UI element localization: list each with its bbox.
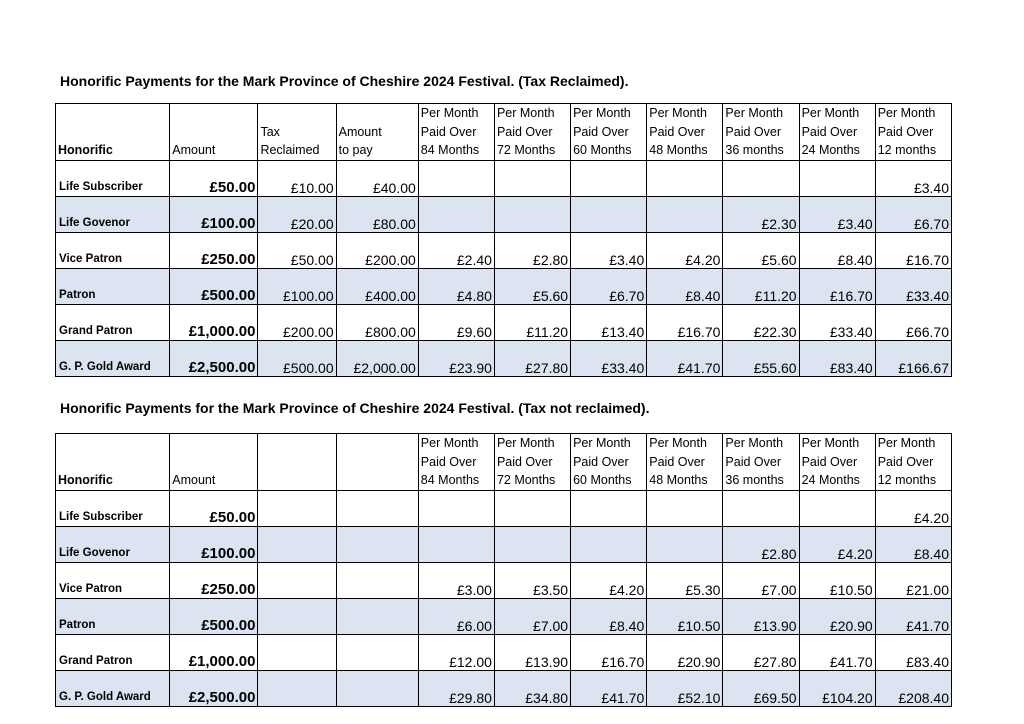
table-cell: £10.00 xyxy=(258,160,336,196)
table-cell: £16.70 xyxy=(799,268,875,304)
table-cell xyxy=(494,526,570,562)
table-cell: £11.20 xyxy=(494,304,570,340)
table-cell xyxy=(336,490,418,526)
header-line: Amount xyxy=(338,124,382,139)
table-cell xyxy=(418,526,494,562)
table-cell: £33.40 xyxy=(799,304,875,340)
table-cell: £13.40 xyxy=(571,304,647,340)
table-row xyxy=(56,490,952,526)
header-line: Per Month xyxy=(649,106,707,120)
header-line: Per Month xyxy=(801,436,860,450)
table-cell xyxy=(647,160,723,196)
table-row xyxy=(56,562,952,598)
column-header xyxy=(258,434,336,491)
header-line: Amount xyxy=(172,473,216,487)
amount-cell: £250.00 xyxy=(170,562,258,598)
amount-cell: £2,500.00 xyxy=(170,670,258,706)
table-cell: £3.40 xyxy=(799,196,875,232)
table-cell: £3.40 xyxy=(571,232,647,268)
header-line: Paid Over xyxy=(801,124,858,139)
column-header xyxy=(494,434,570,491)
header-row xyxy=(56,434,952,491)
header-line: Paid Over xyxy=(496,454,553,469)
table-cell xyxy=(494,490,570,526)
column-header xyxy=(170,434,258,491)
header-line: Amount xyxy=(172,143,216,157)
table-cell: £2.30 xyxy=(723,196,799,232)
table-cell xyxy=(723,490,799,526)
table-cell: £4.80 xyxy=(418,268,494,304)
table-cell: £16.70 xyxy=(571,634,647,670)
header-line: Per Month xyxy=(877,436,936,450)
column-header xyxy=(875,104,951,161)
table-cell: £41.70 xyxy=(875,598,951,634)
header-line: Per Month xyxy=(496,436,555,450)
header-line: Per Month xyxy=(725,436,784,450)
table-cell: £33.40 xyxy=(571,340,647,376)
table-cell: £5.30 xyxy=(647,562,723,598)
column-header xyxy=(418,434,494,491)
column-header xyxy=(799,104,875,161)
table-cell: £4.20 xyxy=(571,562,647,598)
table-cell: £200.00 xyxy=(336,232,418,268)
table-cell: £6.00 xyxy=(418,598,494,634)
table-cell: £16.70 xyxy=(875,232,951,268)
header-line: Reclaimed xyxy=(260,143,320,157)
table1-title: Honorific Payments for the Mark Province of Cheshire 2024 Festival. (Tax Reclaimed). xyxy=(60,73,629,89)
header-line: Paid Over xyxy=(420,124,477,139)
honorific-name: Life Subscriber xyxy=(56,490,170,526)
table-cell: £4.20 xyxy=(799,526,875,562)
table-cell: £50.00 xyxy=(258,232,336,268)
amount-cell: £500.00 xyxy=(170,598,258,634)
table-cell xyxy=(799,490,875,526)
table2-title: Honorific Payments for the Mark Province of Cheshire 2024 Festival. (Tax not reclaimed). xyxy=(60,400,650,416)
header-line: Tax xyxy=(260,124,280,139)
amount-cell: £2,500.00 xyxy=(170,340,258,376)
table-cell xyxy=(258,562,336,598)
table-row xyxy=(56,526,952,562)
table-cell: £9.60 xyxy=(418,304,494,340)
table-cell: £208.40 xyxy=(875,670,951,706)
table-cell: £4.20 xyxy=(647,232,723,268)
table-cell: £83.40 xyxy=(799,340,875,376)
table-cell: £83.40 xyxy=(875,634,951,670)
header-row xyxy=(56,104,952,161)
table-cell xyxy=(494,160,570,196)
honorific-name: Life Govenor xyxy=(56,196,170,232)
column-header xyxy=(723,104,799,161)
table-cell xyxy=(418,490,494,526)
table-cell: £3.00 xyxy=(418,562,494,598)
honorific-name: Grand Patron xyxy=(56,634,170,670)
header-line: 48 Months xyxy=(649,143,708,157)
table-cell xyxy=(723,160,799,196)
column-header xyxy=(494,104,570,161)
column-header xyxy=(647,104,723,161)
table-cell: £166.67 xyxy=(875,340,951,376)
amount-cell: £1,000.00 xyxy=(170,304,258,340)
amount-cell: £50.00 xyxy=(170,490,258,526)
honorific-name: Life Govenor xyxy=(56,526,170,562)
header-line: Paid Over xyxy=(496,124,553,139)
table-cell xyxy=(336,526,418,562)
table-cell xyxy=(571,490,647,526)
header-line: 36 months xyxy=(725,143,784,157)
header-line: Per Month xyxy=(801,106,860,120)
table-cell: £2.80 xyxy=(494,232,570,268)
table-row xyxy=(56,304,952,340)
table-row xyxy=(56,160,952,196)
table-cell: £2,000.00 xyxy=(336,340,418,376)
table-cell: £8.40 xyxy=(571,598,647,634)
header-line: 72 Months xyxy=(496,143,556,157)
table-cell xyxy=(647,196,723,232)
amount-cell: £100.00 xyxy=(170,196,258,232)
table-cell: £8.40 xyxy=(647,268,723,304)
header-line: Paid Over xyxy=(801,454,858,469)
table-cell: £10.50 xyxy=(799,562,875,598)
table-row xyxy=(56,196,952,232)
table-cell xyxy=(571,196,647,232)
header-line: Per Month xyxy=(420,106,479,120)
table-cell: £800.00 xyxy=(336,304,418,340)
honorific-header xyxy=(56,434,170,491)
column-header xyxy=(875,434,951,491)
table-cell: £21.00 xyxy=(875,562,951,598)
table-cell: £5.60 xyxy=(494,268,570,304)
column-header xyxy=(799,434,875,491)
amount-cell: £100.00 xyxy=(170,526,258,562)
table-cell: £20.90 xyxy=(647,634,723,670)
header-line: 60 Months xyxy=(573,143,632,157)
table-cell: £7.00 xyxy=(723,562,799,598)
table-cell xyxy=(418,196,494,232)
header-line: Per Month xyxy=(725,106,784,120)
column-header xyxy=(336,104,418,161)
table-cell: £34.80 xyxy=(494,670,570,706)
header-line: 36 months xyxy=(725,473,784,487)
column-header xyxy=(336,434,418,491)
table-cell: £10.50 xyxy=(647,598,723,634)
header-line: 24 Months xyxy=(801,473,860,487)
honorific-header xyxy=(56,104,170,161)
amount-cell: £1,000.00 xyxy=(170,634,258,670)
table-cell: £41.70 xyxy=(647,340,723,376)
table-cell xyxy=(258,670,336,706)
header-line: Per Month xyxy=(649,436,707,450)
table-cell: £41.70 xyxy=(799,634,875,670)
table-cell: £13.90 xyxy=(494,634,570,670)
header-line: Per Month xyxy=(573,106,631,120)
table-cell: £6.70 xyxy=(875,196,951,232)
tax-reclaimed-table xyxy=(55,103,952,377)
header-line: Per Month xyxy=(573,436,631,450)
honorific-name: Patron xyxy=(56,268,170,304)
column-header xyxy=(170,104,258,161)
table-cell xyxy=(258,598,336,634)
header-line: Paid Over xyxy=(649,454,705,469)
table-cell: £4.20 xyxy=(875,490,951,526)
table-cell xyxy=(494,196,570,232)
table-cell: £23.90 xyxy=(418,340,494,376)
column-header xyxy=(258,104,336,161)
table-cell: £27.80 xyxy=(723,634,799,670)
table-row xyxy=(56,232,952,268)
header-line: to pay xyxy=(338,143,373,157)
table-row xyxy=(56,598,952,634)
honorific-name: Patron xyxy=(56,598,170,634)
table-cell xyxy=(258,634,336,670)
table-cell xyxy=(336,598,418,634)
honorific-name: Life Subscriber xyxy=(56,160,170,196)
table-cell: £400.00 xyxy=(336,268,418,304)
header-line: 48 Months xyxy=(649,473,708,487)
table-cell xyxy=(418,160,494,196)
table-cell: £69.50 xyxy=(723,670,799,706)
table-cell: £500.00 xyxy=(258,340,336,376)
header-line: Per Month xyxy=(420,436,479,450)
table-cell xyxy=(571,526,647,562)
table-cell xyxy=(571,160,647,196)
table-cell: £5.60 xyxy=(723,232,799,268)
table-cell: £6.70 xyxy=(571,268,647,304)
table-cell xyxy=(336,634,418,670)
header-line: 24 Months xyxy=(801,143,860,157)
amount-cell: £50.00 xyxy=(170,160,258,196)
honorific-name: Vice Patron xyxy=(56,232,170,268)
table-row xyxy=(56,670,952,706)
table-cell: £27.80 xyxy=(494,340,570,376)
table-cell: £200.00 xyxy=(258,304,336,340)
table-cell xyxy=(258,526,336,562)
table-cell: £104.20 xyxy=(799,670,875,706)
honorific-name: G. P. Gold Award xyxy=(56,670,170,706)
header-line: 84 Months xyxy=(420,143,480,157)
table-cell: £29.80 xyxy=(418,670,494,706)
table-cell: £55.60 xyxy=(723,340,799,376)
header-line: 72 Months xyxy=(496,473,556,487)
table-cell xyxy=(336,562,418,598)
header-line: Paid Over xyxy=(725,454,781,469)
header-line: Per Month xyxy=(496,106,555,120)
column-header xyxy=(418,104,494,161)
table-cell: £12.00 xyxy=(418,634,494,670)
table-cell xyxy=(258,490,336,526)
header-line: 60 Months xyxy=(573,473,632,487)
table-cell: £3.40 xyxy=(875,160,951,196)
table-cell xyxy=(647,526,723,562)
table-row xyxy=(56,634,952,670)
table-cell: £80.00 xyxy=(336,196,418,232)
table-cell: £2.40 xyxy=(418,232,494,268)
table-cell: £100.00 xyxy=(258,268,336,304)
table-cell: £40.00 xyxy=(336,160,418,196)
table-cell xyxy=(799,160,875,196)
table-cell: £13.90 xyxy=(723,598,799,634)
header-line: Paid Over xyxy=(725,124,781,139)
column-header xyxy=(723,434,799,491)
header-line: Honorific xyxy=(58,143,113,157)
table-cell: £20.00 xyxy=(258,196,336,232)
honorific-name: Grand Patron xyxy=(56,304,170,340)
header-line: Paid Over xyxy=(573,124,629,139)
header-line: Honorific xyxy=(58,473,113,487)
table-row xyxy=(56,340,952,376)
header-line: Per Month xyxy=(877,106,936,120)
table-cell: £8.40 xyxy=(875,526,951,562)
table-cell: £33.40 xyxy=(875,268,951,304)
table-cell xyxy=(647,490,723,526)
column-header xyxy=(571,104,647,161)
table-cell: £11.20 xyxy=(723,268,799,304)
honorific-name: Vice Patron xyxy=(56,562,170,598)
table-cell: £41.70 xyxy=(571,670,647,706)
column-header xyxy=(571,434,647,491)
table-row xyxy=(56,268,952,304)
table-cell: £8.40 xyxy=(799,232,875,268)
table-cell: £22.30 xyxy=(723,304,799,340)
table-cell: £66.70 xyxy=(875,304,951,340)
tax-not-reclaimed-table xyxy=(55,433,952,707)
table-cell: £3.50 xyxy=(494,562,570,598)
table-cell: £20.90 xyxy=(799,598,875,634)
table-cell xyxy=(336,670,418,706)
header-line: Paid Over xyxy=(649,124,705,139)
header-line: Paid Over xyxy=(877,454,934,469)
table-cell: £2.80 xyxy=(723,526,799,562)
header-line: 84 Months xyxy=(420,473,480,487)
amount-cell: £500.00 xyxy=(170,268,258,304)
table-cell: £7.00 xyxy=(494,598,570,634)
honorific-name: G. P. Gold Award xyxy=(56,340,170,376)
header-line: 12 months xyxy=(877,473,937,487)
header-line: 12 months xyxy=(877,143,937,157)
header-line: Paid Over xyxy=(573,454,629,469)
amount-cell: £250.00 xyxy=(170,232,258,268)
table-cell: £52.10 xyxy=(647,670,723,706)
header-line: Paid Over xyxy=(420,454,477,469)
table-cell: £16.70 xyxy=(647,304,723,340)
header-line: Paid Over xyxy=(877,124,934,139)
column-header xyxy=(647,434,723,491)
